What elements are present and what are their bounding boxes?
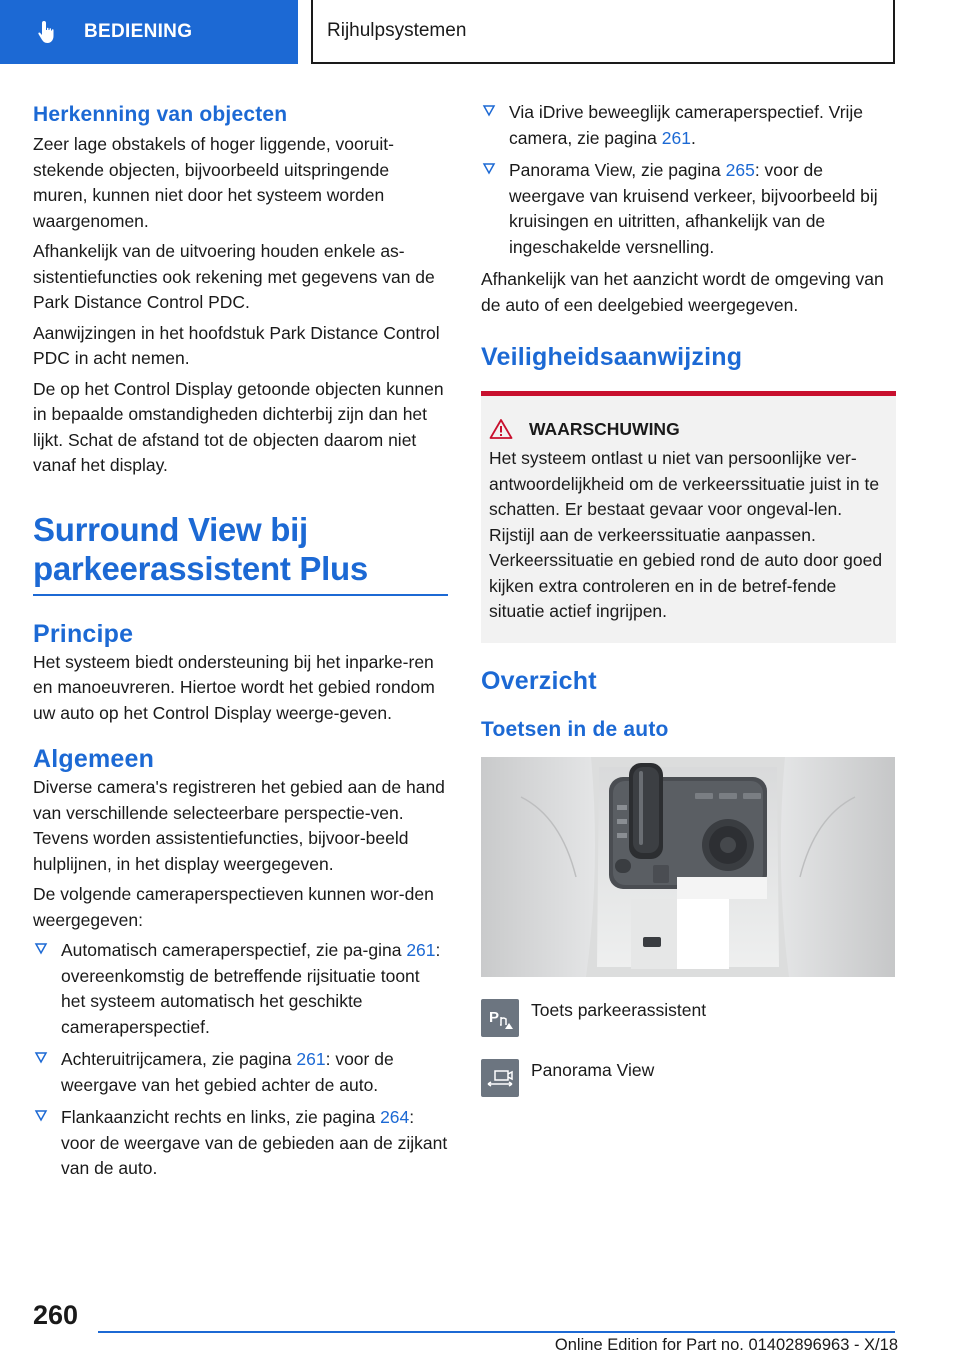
svg-text:P: P: [489, 1008, 500, 1026]
warning-text: Het systeem ontlast u niet van persoonlijke ver-antwoordelijkheid om de verkeerssituatie juist in te schatten. Er bestaat gevaar voor ongeval-len. Rijstijl aan de verkeerssituatie aanpassen. Verkeerssituatie en gebied rond de auto door goed kijken extra controleren en in de betref-fende situatie actief ingrijpen.: [489, 448, 883, 621]
button-row-parking-assistant: [481, 999, 896, 1037]
page-link[interactable]: 261: [406, 940, 436, 960]
paragraph: Het systeem biedt ondersteuning bij het inparke-ren en manoeuvreren. Hiertoe wordt het gebied rondom uw auto op het Control Display weerge-geven.: [33, 651, 435, 723]
warning-box: [481, 391, 896, 643]
right-column: [481, 100, 896, 1097]
page-link[interactable]: 261: [296, 1049, 326, 1069]
button-row-panorama-view: [481, 1059, 896, 1097]
triangle-bullet-icon: [481, 161, 497, 177]
list-item: Automatisch cameraperspectief, zie pa-gina 261: overeenkomstig de betreffende rijsituatie toont het systeem automatisch het geschikte cameraperspectief.: [33, 938, 448, 1040]
list-item: Panorama View, zie pagina 265: voor de weergave van kruisend verkeer, bijvoorbeeld bij kruisingen en uitritten, afhankelijk van de ingeschakelde versnelling.: [481, 158, 896, 260]
heading-herkenning: Herkenning van objecten: [33, 103, 288, 126]
paragraph: Aanwijzingen in het hoofdstuk Park Distance Control PDC in acht nemen.: [33, 322, 440, 368]
triangle-bullet-icon: [33, 941, 49, 957]
camera-list-continued: [481, 100, 896, 260]
heading-overzicht: Overzicht: [481, 666, 597, 695]
hand-touch-icon: [34, 18, 62, 46]
parking-assistant-icon: [481, 999, 519, 1037]
heading-algemeen: Algemeen: [33, 745, 155, 773]
heading-principe: Principe: [33, 619, 134, 648]
paragraph: De op het Control Display getoonde objecten kunnen in bepaalde omstandigheden dichterbij zijn dan het lijkt. Schat de afstand tot de objecten daarom niet vanaf het display.: [33, 378, 444, 475]
heading-toetsen: Toetsen in de auto: [481, 717, 669, 741]
warning-title: WAARSCHUWING: [489, 418, 888, 440]
camera-list: [33, 938, 448, 1182]
paragraph: Afhankelijk van de uitvoering houden enkele as-sistentiefuncties ook rekening met gegevens van de Park Distance Control PDC.: [33, 241, 435, 312]
page-link[interactable]: 261: [661, 127, 691, 148]
page-link[interactable]: 265: [725, 160, 755, 180]
heading-veiligheid: Veiligheidsaanwijzing: [481, 343, 743, 371]
page-number: 260: [33, 1300, 79, 1330]
paragraph: De volgende cameraperspectieven kunnen wor-den weergegeven:: [33, 884, 434, 930]
paragraph: Diverse camera's registreren het gebied aan de hand van verschillende selecteerbare perspectie-ven. Tevens worden assistentiefuncties, bijvoor-beeld hulplijnen, in het display weergegeven.: [33, 777, 445, 874]
list-item: Via iDrive beweeglijk cameraperspectief. Vrije camera, zie pagina 261.: [481, 100, 896, 151]
edition-note: Online Edition for Part no. 01402896963 - X/18: [554, 1336, 898, 1354]
paragraph: Zeer lage obstakels of hoger liggende, vooruit-stekende objecten, bijvoorbeeld uitspringende muren, kunnen niet door het systeem worden waargenomen.: [33, 134, 394, 231]
page-link[interactable]: 264: [380, 1107, 410, 1127]
section-label: BEDIENING: [84, 21, 193, 42]
panorama-view-icon: [481, 1059, 519, 1097]
list-item: Achteruitrijcamera, zie pagina 261: voor de weergave van het gebied achter de auto.: [33, 1047, 448, 1098]
left-column: [33, 100, 448, 1189]
page-title: Surround View bij parkeerassistent Plus: [33, 510, 368, 587]
warning-triangle-icon: [489, 418, 513, 440]
center-console-image: [481, 757, 895, 977]
list-item: Flankaanzicht rechts en links, zie pagina 264: voor de weergave van de gebieden aan de zijkant van de auto.: [33, 1105, 448, 1182]
button-label: Panorama View: [531, 1059, 655, 1080]
section-tab: [0, 0, 298, 64]
triangle-bullet-icon: [481, 103, 497, 119]
triangle-bullet-icon: [33, 1050, 49, 1066]
chapter-title: Rijhulpsystemen: [311, 0, 895, 64]
footer-divider: [98, 1331, 895, 1333]
paragraph: Afhankelijk van het aanzicht wordt de omgeving van de auto of een deelgebied weergegeven.: [481, 269, 884, 315]
triangle-bullet-icon: [33, 1108, 49, 1124]
button-label: Toets parkeerassistent: [531, 999, 707, 1020]
